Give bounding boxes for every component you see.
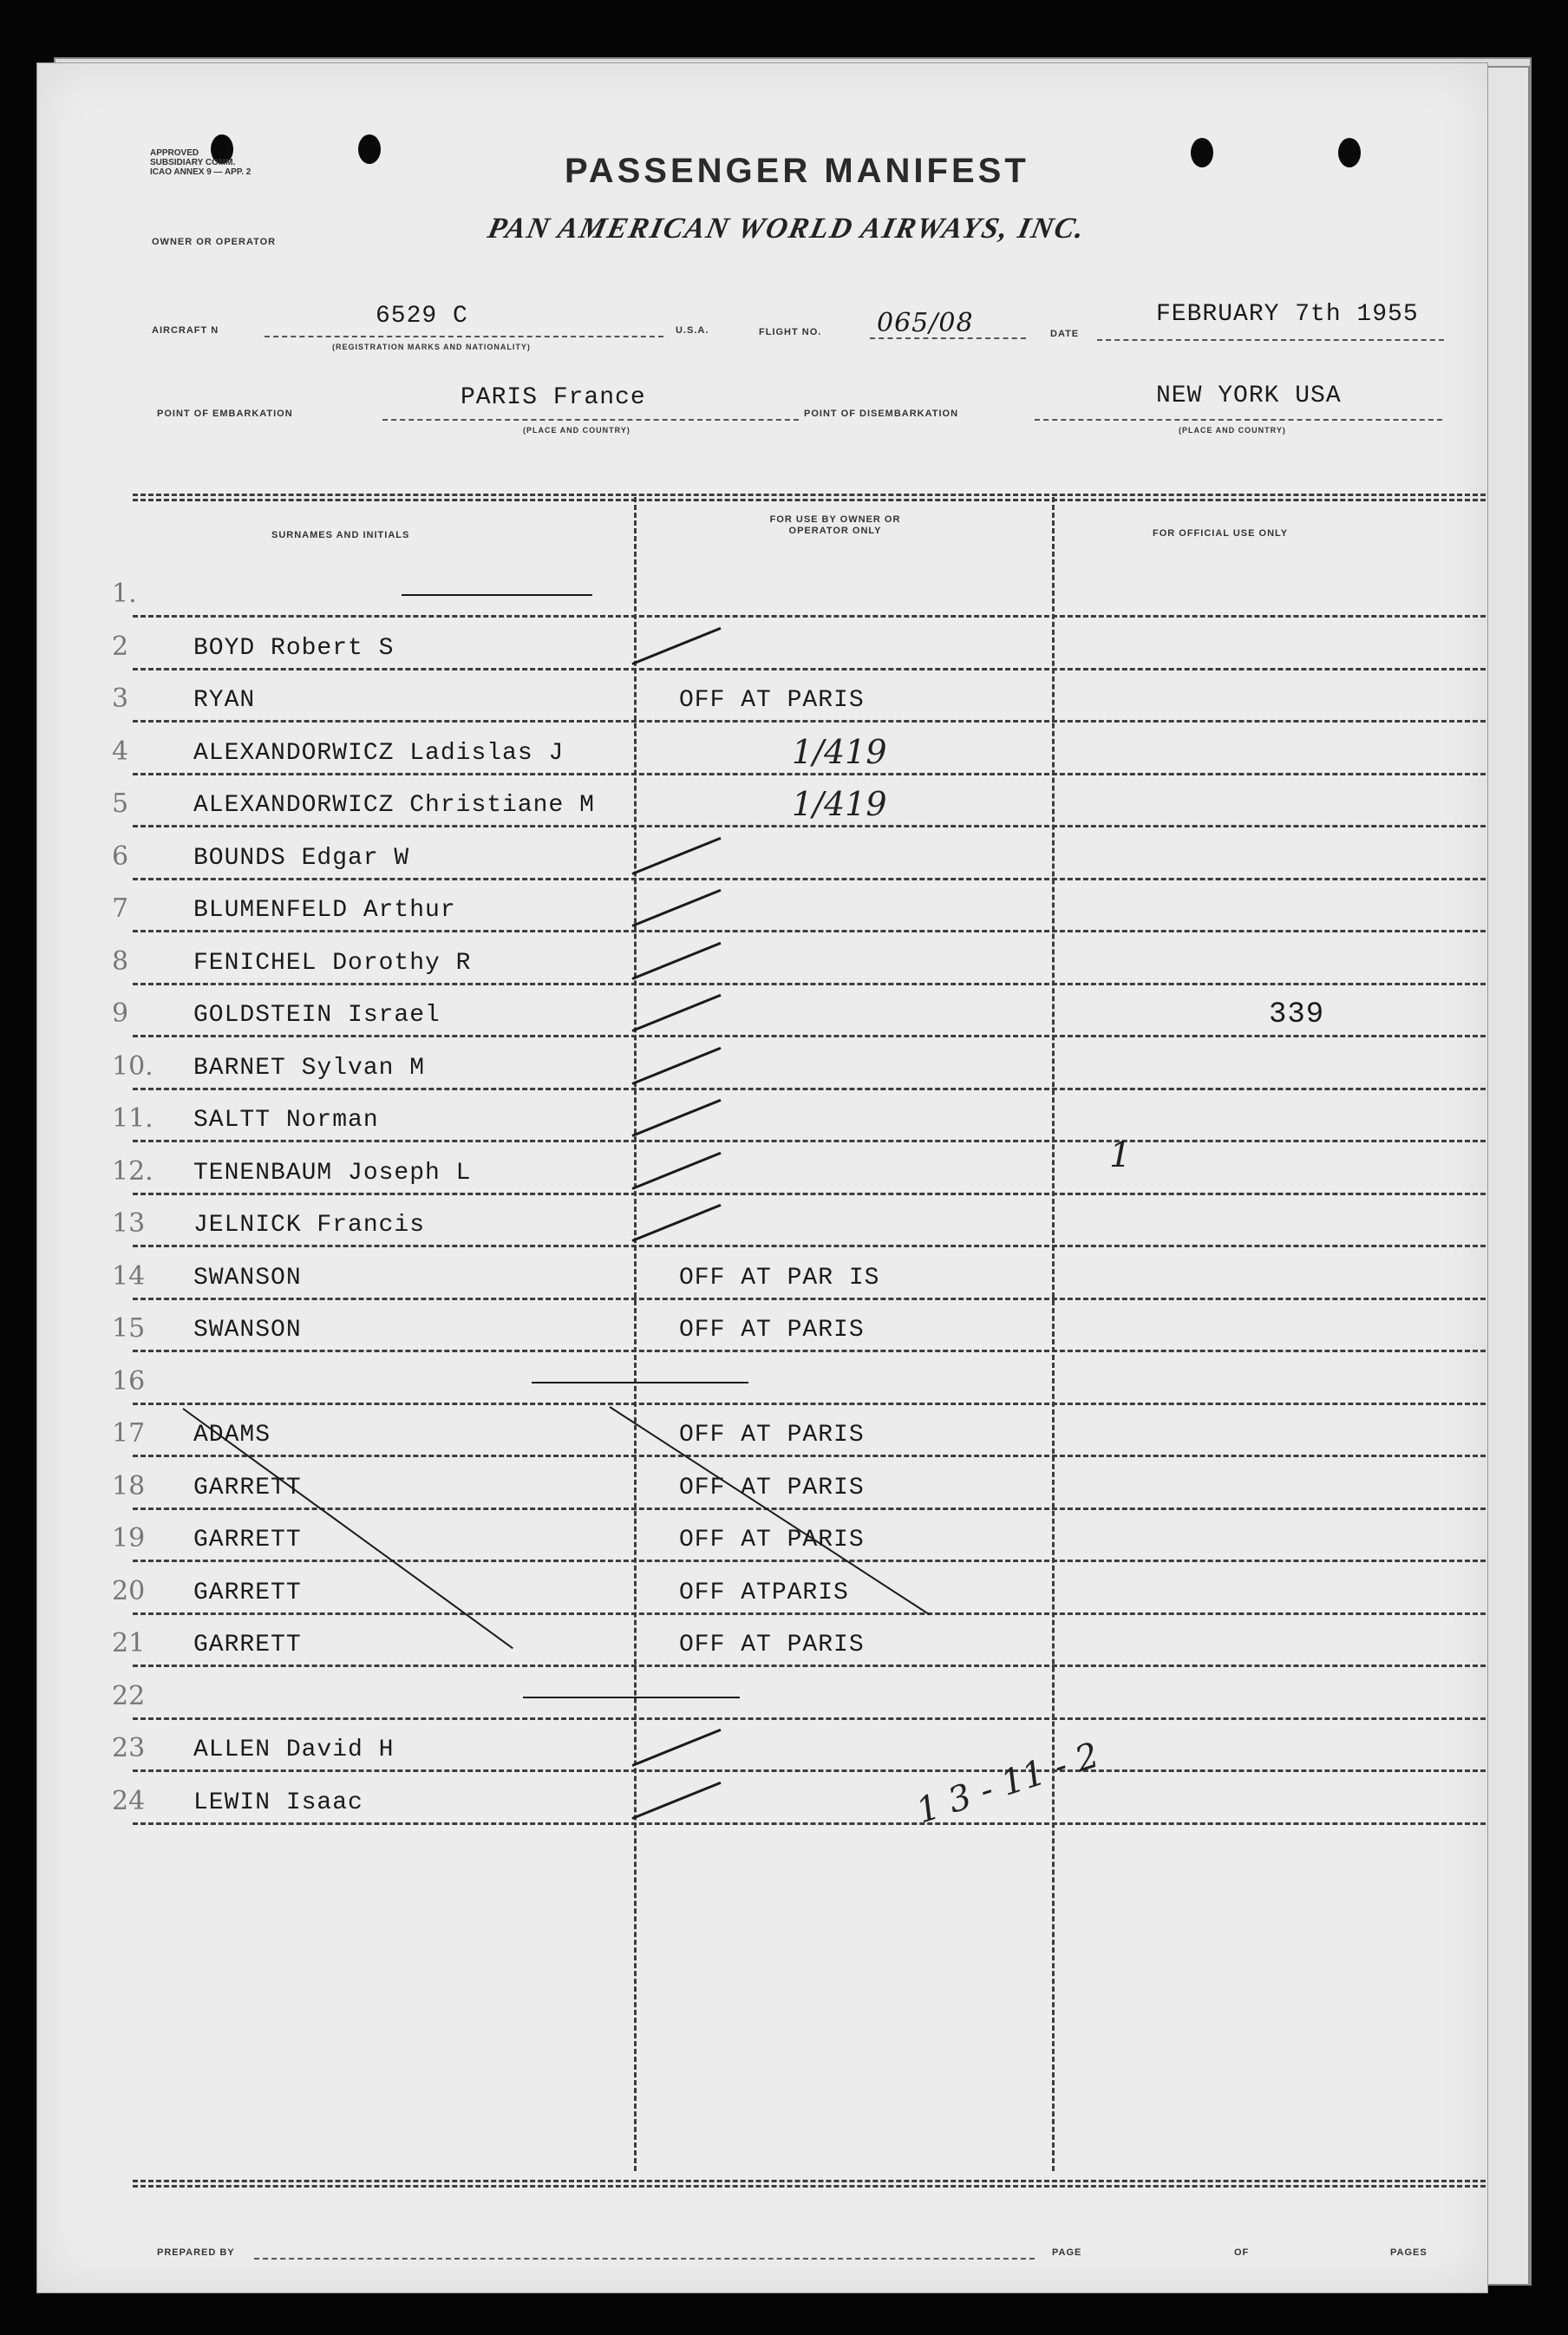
row-number: 9 [112,998,129,1029]
row-divider [133,1193,1486,1195]
owner-use-entry: 1/419 [792,732,887,771]
check-stroke-mark [631,994,721,1032]
check-stroke-mark [631,836,721,874]
manifest-sheet [36,62,1488,2293]
flight-number: 065/08 [877,308,974,338]
row-number: 24 [112,1785,146,1816]
date-label: DATE [1050,329,1080,339]
passenger-name: BARNET Sylvan M [193,1054,426,1082]
row-number: 14 [112,1260,146,1292]
check-stroke-mark [631,1781,721,1819]
embarkation-underline [382,419,799,421]
row-divider [133,1717,1486,1720]
row-divider [133,983,1486,985]
owner-use-entry: OFF AT PARIS [679,1422,865,1449]
row-number: 15 [112,1313,146,1344]
check-stroke-mark [631,1204,721,1242]
table-top-border [133,494,1486,496]
passenger-name: TENENBAUM Joseph L [193,1159,472,1187]
row-number: 20 [112,1575,146,1606]
column-divider [1052,497,1055,2171]
owner-use-entry: OFF AT PARIS [679,1632,865,1658]
usa-label: U.S.A. [676,325,709,336]
table-top-border [133,499,1486,501]
row-divider [133,1245,1486,1247]
row-number: 23 [112,1733,146,1763]
owner-use-entry: 1/419 [792,785,887,823]
disembarkation-place: NEW YORK USA [1156,383,1342,409]
passenger-name: RYAN [193,687,256,714]
date-underline [1097,339,1444,341]
passenger-name: FENICHEL Dorothy R [193,949,472,977]
row-divider [133,1298,1486,1300]
aircraft-label: AIRCRAFT N [152,325,219,336]
check-stroke-mark [631,1046,721,1084]
row-divider [133,1035,1486,1037]
bottom-handwritten-note: 1 3 - 11 - 2 [911,1735,1104,1832]
check-stroke-mark [631,941,721,979]
passenger-name: ALLEN David H [193,1737,395,1763]
column-divider [634,497,637,2171]
owner-use-entry: OFF AT PARIS [679,687,865,714]
prepared-by-line [254,2258,1035,2260]
row-number: 4 [112,736,129,767]
row-divider [133,720,1486,723]
row-number: 7 [112,893,129,924]
flight-date: FEBRUARY 7th 1955 [1156,301,1419,328]
row-divider [133,930,1486,932]
row-divider [133,1140,1486,1142]
of-label: OF [1234,2247,1250,2258]
pages-label: PAGES [1390,2247,1428,2258]
passenger-name: ALEXANDORWICZ Ladislas J [193,739,565,767]
flight-no-label: FLIGHT NO. [759,327,822,337]
row-number: 19 [112,1523,146,1553]
row-number: 5 [112,788,129,819]
passenger-name: SWANSON [193,1264,302,1292]
approval-stamp [150,148,251,177]
stamp-line: APPROVED [150,148,199,158]
row-number: 21 [112,1628,146,1658]
row-divider [133,668,1486,670]
official-handwritten-mark: 1 [1109,1135,1132,1175]
prepared-by-label: PREPARED BY [157,2247,235,2258]
embarkation-place: PARIS France [461,384,646,411]
page-label: PAGE [1052,2247,1082,2258]
row-number: 22 [112,1680,146,1711]
owner-use-entry: OFF AT PARIS [679,1474,865,1501]
row-divider [133,825,1486,827]
row-number: 11. [112,1103,154,1134]
stamp-line: SUBSIDIARY COMM. [150,158,236,167]
row-divider [133,1508,1486,1510]
row-number: 2 [112,631,129,662]
disembarkation-label: POINT OF DISEMBARKATION [804,409,959,419]
passenger-name: GARRETT [193,1474,302,1501]
passenger-name: GARRETT [193,1632,302,1658]
punch-hole [358,134,381,164]
passenger-name: GARRETT [193,1579,302,1606]
passenger-name: ALEXANDORWICZ Christiane M [193,792,595,819]
col-header-official: FOR OFFICIAL USE ONLY [1153,528,1289,539]
row-divider [133,773,1486,775]
check-stroke-mark [631,626,721,664]
table-bottom-border [133,2185,1486,2188]
check-stroke-mark [631,1729,721,1767]
row-number: 8 [112,945,129,977]
row-number: 17 [112,1418,146,1449]
row-divider [133,1455,1486,1457]
row-number: 12. [112,1155,154,1187]
airline-name: PAN AMERICAN WORLD AIRWAYS, INC. [485,213,1089,245]
row-divider [133,1769,1486,1772]
blank-row-strike [523,1697,740,1698]
row-number: 1. [112,579,137,609]
registration-note: (REGISTRATION MARKS AND NATIONALITY) [332,343,531,351]
owner-use-entry: OFF AT PARIS [679,1317,865,1344]
disembarkation-place-note: (PLACE AND COUNTRY) [1179,426,1286,435]
row-divider [133,1560,1486,1562]
row-number: 13 [112,1208,146,1239]
check-stroke-mark [631,1099,721,1137]
row-divider [133,878,1486,880]
owner-use-entry: OFF AT PAR IS [679,1264,880,1292]
aircraft-underline [265,336,663,337]
row-divider [133,1403,1486,1405]
passenger-name: BOUNDS Edgar W [193,844,410,872]
punch-hole [1191,138,1213,167]
passenger-name: GOLDSTEIN Israel [193,1002,441,1029]
passenger-name: SALTT Norman [193,1107,379,1134]
row-divider [133,1088,1486,1090]
embarkation-label: POINT OF EMBARKATION [157,409,293,419]
owner-use-entry: OFF AT PARIS [679,1527,865,1553]
row-number: 10. [112,1050,154,1082]
passenger-name: ADAMS [193,1422,271,1449]
passenger-name: GARRETT [193,1527,302,1553]
row-divider [133,1665,1486,1667]
passenger-name: SWANSON [193,1317,302,1344]
col-header-owner: FOR USE BY OWNER OR OPERATOR ONLY [769,514,901,536]
check-stroke-mark [631,889,721,927]
row-divider [133,615,1486,618]
check-stroke-mark [631,1151,721,1189]
row-number: 18 [112,1470,146,1501]
row-divider [133,1612,1486,1615]
owner-operator-label: OWNER OR OPERATOR [152,237,277,247]
row-divider [133,1822,1486,1825]
blank-row-strike [532,1382,748,1383]
row-number: 16 [112,1365,146,1396]
row-divider [133,1350,1486,1352]
table-bottom-border [133,2180,1486,2182]
blank-row-strike [402,594,592,596]
owner-use-entry: OFF ATPARIS [679,1579,849,1606]
disembarkation-underline [1035,419,1442,421]
stamp-line: ICAO ANNEX 9 — APP. 2 [150,167,252,177]
col-header-surnames: SURNAMES AND INITIALS [271,530,410,540]
passenger-name: BOYD Robert S [193,634,395,662]
passenger-name: LEWIN Isaac [193,1789,363,1816]
official-use-entry: 339 [1269,998,1325,1031]
passenger-name: BLUMENFELD Arthur [193,897,456,924]
aircraft-number: 6529 C [376,303,468,330]
row-number: 6 [112,840,129,872]
manifest-title: PASSENGER MANIFEST [565,152,1029,190]
embarkation-place-note: (PLACE AND COUNTRY) [523,426,630,435]
passenger-name: JELNICK Francis [193,1212,426,1239]
row-number: 3 [112,683,129,714]
punch-hole [1338,138,1361,167]
